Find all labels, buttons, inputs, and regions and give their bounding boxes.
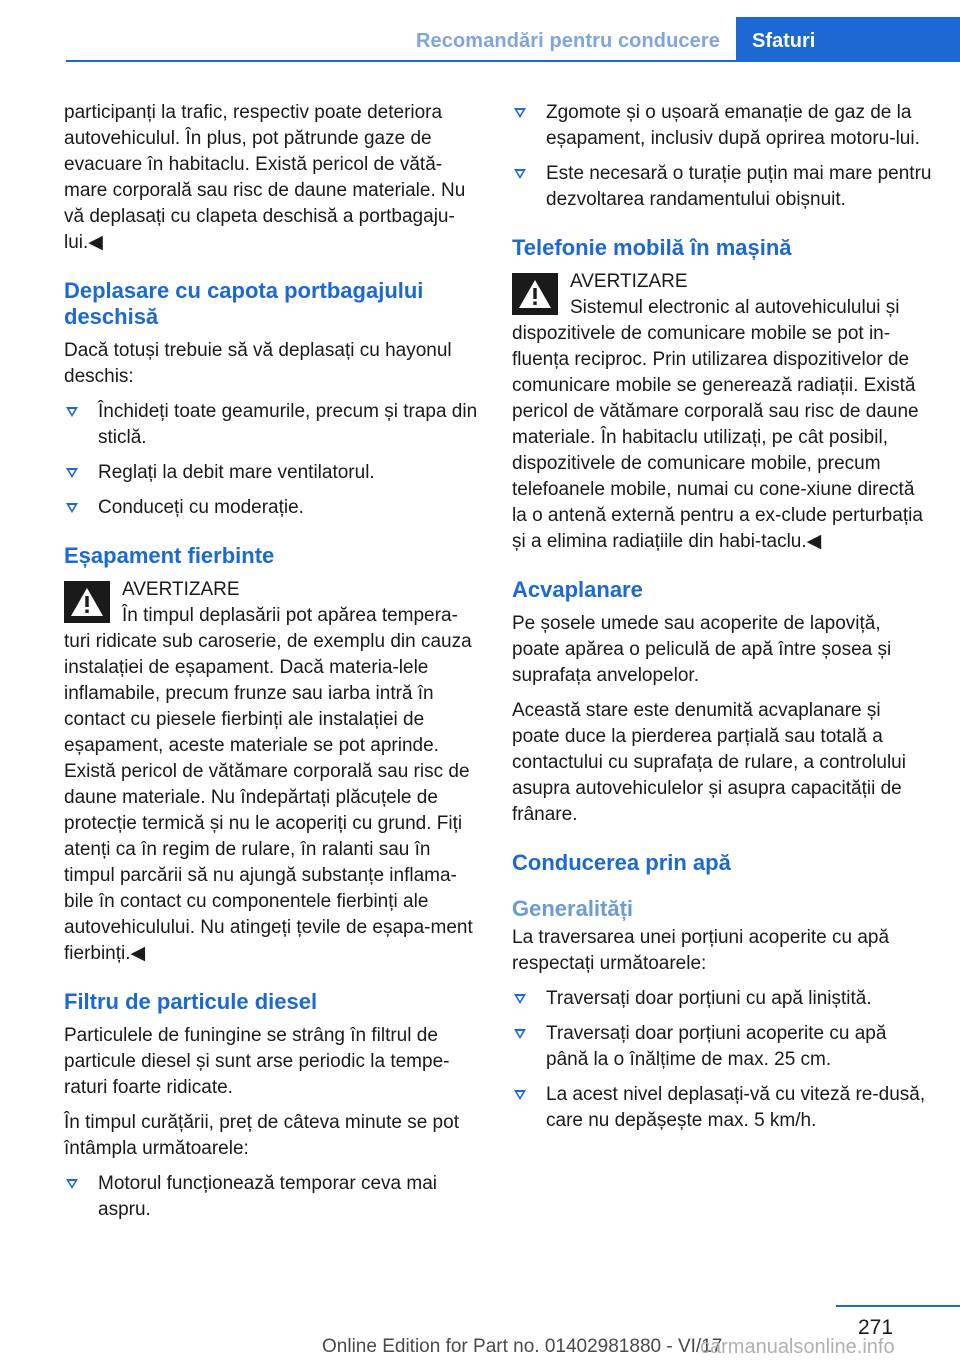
triangle-bullet-icon <box>514 1090 526 1100</box>
list-item <box>64 1171 480 1223</box>
list-item <box>512 1021 932 1073</box>
list-item <box>512 1082 932 1134</box>
section-heading-driving-through-water: Conducerea prin apă <box>512 850 731 875</box>
triangle-bullet-icon <box>66 503 78 513</box>
warning-triangle-icon <box>512 273 558 315</box>
list-item-text: Conduceți cu moderație. <box>98 497 304 518</box>
header-rule <box>66 60 736 62</box>
section-heading-open-trunk: Deplasare cu capota portbagajului deschisă <box>64 278 424 329</box>
list-item-text: Zgomote și o ușoară emanație de gaz de la eșapament, inclusiv după oprirea motoru‐lui. <box>546 102 920 149</box>
list-item-text: Traversați doar porțiuni cu apă liniștită. <box>546 988 872 1009</box>
list-item-text: La acest nivel deplasați-vă cu viteză re‐dusă, care nu depășește max. 5 km/h. <box>546 1084 926 1131</box>
header-tab-label: Sfaturi <box>752 30 816 52</box>
diesel-filter-list <box>64 1171 480 1223</box>
list-item <box>64 460 480 486</box>
aquaplaning-text-1: Pe șosele umede sau acoperite de lapoviță, poate apărea o peliculă de apă între șosea și suprafața anvelopelor. <box>512 613 892 686</box>
triangle-bullet-icon <box>514 108 526 118</box>
list-item-text: Traversați doar porțiuni acoperite cu apă până la o înălțime de max. 25 cm. <box>546 1023 887 1070</box>
subheading-general: Generalități <box>512 896 634 921</box>
header-section-title: Recomandări pentru conducere <box>416 30 720 52</box>
warning-label: AVERTIZARE <box>122 579 240 600</box>
open-trunk-list <box>64 399 480 521</box>
page-number: 271 <box>858 1316 894 1339</box>
list-item <box>512 161 932 213</box>
triangle-bullet-icon <box>514 169 526 179</box>
list-item <box>512 100 932 152</box>
diesel-filter-text-2: În timpul curățării, preț de câteva minute se pot întâmpla următoarele: <box>64 1112 459 1159</box>
list-item-text: Închideți toate geamurile, precum și trapa din sticlă. <box>98 401 478 448</box>
intro-paragraph: participanți la trafic, respectiv poate deteriora autovehiculul. În plus, pot pătrunde gaze de evacuare în habitaclu. Există pericol de vătă‐mare corporală sau risc de daune materiale. Nu vă deplasați cu clapeta deschisă a portbagaju‐lui.◀ <box>64 102 466 253</box>
diesel-filter-list-continued <box>512 100 932 213</box>
warning-text: În timpul deplasării pot apărea tempera‐turi ridicate sub caroserie, de exemplu din cauza instalației de eșapament. Dacă materia‐lele inflamabile, precum frunze sau iarba intră în contact cu piesele fierbinți ale instalației de eșapament, aceste materiale se pot aprinde. Există pericol de vătămare corporală sau risc de daune materiale. Nu îndepărtați plăcuțele de protecție termică și nu le acoperiți cu grund. Fiți atenți ca în regim de rulare, în ralanti sau în timpul parcării să nu ajungă substanțe inflama‐bile în contact cu componentele fierbinți ale autovehiculului. Nu atingeți țevile de eșapa‐ment fierbinți.◀ <box>64 605 473 964</box>
diesel-filter-text-1: Particulele de funingine se strâng în filtrul de particule diesel și sunt arse periodic la tempe‐raturi foarte ridicate. <box>64 1025 450 1098</box>
water-list <box>512 986 932 1134</box>
triangle-bullet-icon <box>66 468 78 478</box>
list-item <box>64 399 480 451</box>
section-heading-aquaplaning: Acvaplanare <box>512 577 643 602</box>
warning-block-mobile <box>512 269 932 555</box>
section-heading-hot-exhaust: Eșapament fierbinte <box>64 543 275 568</box>
warning-block-exhaust <box>64 577 480 967</box>
list-item-text: Reglați la debit mare ventilatorul. <box>98 462 375 483</box>
list-item <box>512 986 932 1012</box>
header-tab <box>736 17 960 62</box>
warning-text: Sistemul electronic al autovehiculului și dispozitivele de comunicare mobile se pot in‐fluența reciproc. Prin utilizarea dispozitivelor de comunicare mobile se generează radiații. Există pericol de vătămare corporală sau risc de daune materiale. În habitaclu utilizați, pe cât posibil, dispozitivele de comunicare mobile, precum telefoanele mobile, numai cu cone‐xiune directă la o antenă externă pentru a ex‐clude perturbația și a elimina radiațiile din habi‐taclu.◀ <box>512 297 923 552</box>
list-item-text: Este necesară o turație puțin mai mare pentru dezvoltarea randamentului obișnuit. <box>546 163 932 210</box>
right-column <box>512 100 932 1143</box>
left-column <box>64 100 480 1232</box>
footer-edition: Online Edition for Part no. 01402981880 - VI/17 <box>322 1336 723 1357</box>
triangle-bullet-icon <box>66 1179 78 1189</box>
warning-triangle-icon <box>64 581 110 623</box>
warning-label: AVERTIZARE <box>570 271 688 292</box>
section-heading-diesel-filter: Filtru de particule diesel <box>64 989 318 1014</box>
water-text: La traversarea unei porțiuni acoperite cu apă respectați următoarele: <box>512 927 890 974</box>
triangle-bullet-icon <box>66 407 78 417</box>
list-item <box>64 495 480 521</box>
aquaplaning-text-2: Această stare este denumită acvaplanare și poate duce la pierderea parțială sau totală a contactului cu suprafața de rulare, a controlului asupra autovehiculelor și asupra capacității de frânare. <box>512 700 906 825</box>
triangle-bullet-icon <box>514 1029 526 1039</box>
page-header <box>0 0 960 62</box>
section-heading-mobile-phone: Telefonie mobilă în mașină <box>512 235 792 260</box>
footer-rule <box>836 1305 960 1307</box>
list-item-text: Motorul funcționează temporar ceva mai aspru. <box>98 1173 437 1220</box>
triangle-bullet-icon <box>514 994 526 1004</box>
watermark-text: carmanualsonline.info <box>700 1336 895 1358</box>
open-trunk-text: Dacă totuși trebuie să vă deplasați cu hayonul deschis: <box>64 340 452 387</box>
